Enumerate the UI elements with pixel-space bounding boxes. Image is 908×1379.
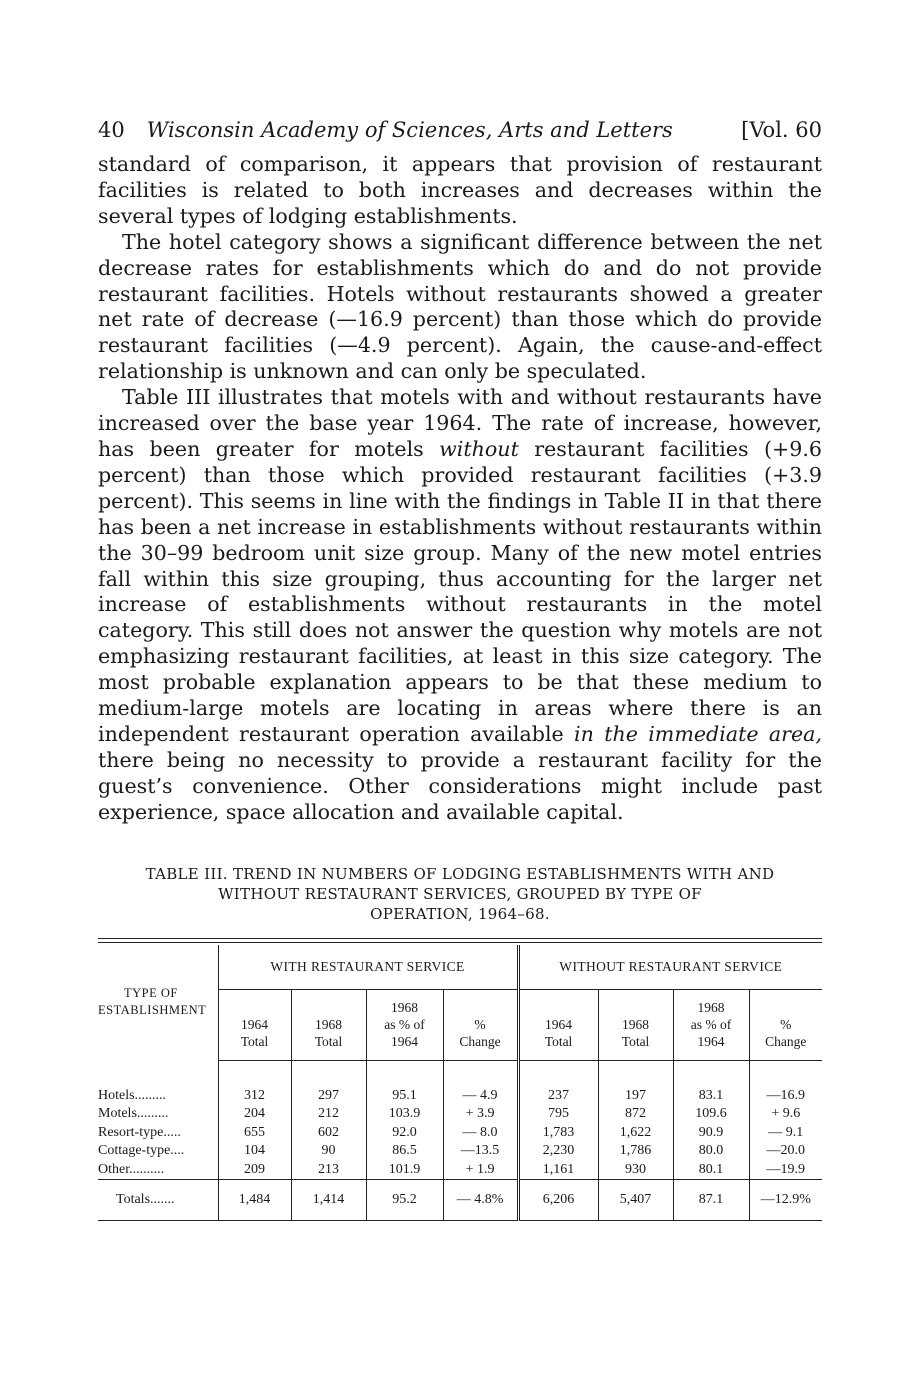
without-restaurant-cell: —16.9: [749, 1060, 822, 1105]
with-restaurant-cell: 103.9: [366, 1105, 443, 1124]
without-restaurant-cell: 80.0: [673, 1142, 749, 1161]
data-table: [98, 945, 822, 1222]
col-header-line: %: [780, 1017, 792, 1033]
volume-label: [Vol. 60: [741, 118, 822, 142]
with-restaurant-group-header: WITH RESTAURANT SERVICE: [218, 945, 518, 990]
journal-title: Wisconsin Academy of Sciences, Arts and Letters: [146, 118, 673, 142]
table-wrapper: [98, 938, 822, 1222]
col-header-line: 1968: [315, 1017, 342, 1033]
with-restaurant-cell: 1,484: [218, 1180, 291, 1221]
table-caption: [120, 864, 800, 924]
caption-line-2: WITHOUT RESTAURANT SERVICES, GROUPED BY TYPE OF: [218, 884, 702, 903]
table-row: [98, 1161, 822, 1180]
without-restaurant-cell: 1,783: [518, 1124, 598, 1143]
without-restaurant-cell: 1,161: [518, 1161, 598, 1180]
with-restaurant-cell: 602: [291, 1124, 366, 1143]
without-restaurant-col-header: [518, 989, 598, 1060]
col-header-line: [520, 999, 598, 1016]
without-restaurant-cell: —20.0: [749, 1142, 822, 1161]
with-restaurant-cell: 86.5: [366, 1142, 443, 1161]
col-header-line: [599, 999, 673, 1016]
page-number: 40: [98, 118, 125, 142]
with-restaurant-col-header: [366, 989, 443, 1060]
col-header-line: 1964: [697, 1034, 725, 1050]
totals-row: [98, 1180, 822, 1221]
table-row: [98, 1142, 822, 1161]
type-of-establishment-header: [98, 945, 218, 1061]
establishment-type-label: Cottage-type....: [98, 1143, 185, 1159]
emphasis-without: without: [439, 436, 519, 461]
paragraph-2: The hotel category shows a significant difference between the net decrease rates for establishments which do and do not provide restaurant facilities. Hotels without restaurants showed a greater net rate of decrease (—16.9 percent) than those which do provide restaurant facilities (—4.9 percent). Again, the cause-and-effect relationship is unknown and can only be speculated.: [98, 229, 822, 384]
col-header-line: 1968: [697, 1000, 725, 1016]
without-restaurant-cell: 795: [518, 1105, 598, 1124]
without-restaurant-cell: 5,407: [598, 1180, 673, 1221]
caption-line-1: TABLE III. TREND IN NUMBERS OF LODGING ESTABLISHMENTS WITH AND: [145, 864, 775, 883]
establishment-type-label: Resort-type.....: [98, 1124, 181, 1140]
without-restaurant-cell: 197: [598, 1060, 673, 1105]
with-restaurant-cell: + 3.9: [443, 1105, 518, 1124]
paragraph-3: [98, 385, 822, 825]
without-restaurant-group-header: WITHOUT RESTAURANT SERVICE: [518, 945, 822, 990]
without-restaurant-col-header: [749, 989, 822, 1060]
caption-line-3: OPERATION, 1964–68.: [370, 904, 550, 923]
without-restaurant-cell: 872: [598, 1105, 673, 1124]
with-restaurant-cell: 212: [291, 1105, 366, 1124]
top-double-rule: [98, 938, 822, 943]
with-restaurant-col-header: [443, 989, 518, 1060]
without-restaurant-cell: 80.1: [673, 1161, 749, 1180]
with-restaurant-cell: 90: [291, 1142, 366, 1161]
col-header-line: [219, 999, 291, 1016]
without-restaurant-cell: — 9.1: [749, 1124, 822, 1143]
running-head: [98, 118, 822, 142]
col-header-line: Total: [314, 1034, 343, 1050]
with-restaurant-cell: — 4.9: [443, 1060, 518, 1105]
with-restaurant-cell: 95.1: [366, 1060, 443, 1105]
without-restaurant-cell: —19.9: [749, 1161, 822, 1180]
without-restaurant-cell: 6,206: [518, 1180, 598, 1221]
col-header-line: Change: [765, 1034, 807, 1050]
col-header-line: Total: [621, 1034, 650, 1050]
without-restaurant-cell: 2,230: [518, 1142, 598, 1161]
journal-page: [98, 118, 822, 1221]
without-restaurant-cell: 83.1: [673, 1060, 749, 1105]
paragraph-1: standard of comparison, it appears that provision of restaurant facilities is related to both increases and decreases within the several types of lodging establishments.: [98, 152, 822, 228]
with-restaurant-cell: 655: [218, 1124, 291, 1143]
without-restaurant-col-header: [673, 989, 749, 1060]
without-restaurant-cell: 87.1: [673, 1180, 749, 1221]
without-restaurant-cell: + 9.6: [749, 1105, 822, 1124]
type-header-line-2: ESTABLISHMENT: [98, 1003, 207, 1018]
establishment-type-label: Other..........: [98, 1161, 165, 1177]
paragraph-3-part-b: restaurant facilities (+9.6 percent) than those which provided restaurant facilities (+3.9 percent). This seems in line with the findings in Table II in that there has been a net increase in establishments without restaurants within the 30–99 bedroom unit size group. Many of the new motel entries fall within this size grouping, thus accounting for the larger net increase of establishments without restaurants in the motel category. This still does not answer the question why motels are not emphasizing restaurant facilities, at least in this size category. The most probable explanation appears to be that these medium to medium-large motels are locating in areas where there is an independent restaurant operation available: [98, 436, 822, 746]
type-header-line-1: TYPE OF: [124, 986, 178, 1001]
with-restaurant-col-header: [291, 989, 366, 1060]
with-restaurant-cell: 1,414: [291, 1180, 366, 1221]
without-restaurant-cell: 90.9: [673, 1124, 749, 1143]
col-header-line: 1964: [241, 1017, 268, 1033]
without-restaurant-cell: 930: [598, 1161, 673, 1180]
establishment-type-label: Hotels.........: [98, 1087, 167, 1103]
body-text: [98, 152, 822, 826]
without-restaurant-cell: —12.9%: [749, 1180, 822, 1221]
without-restaurant-cell: 237: [518, 1060, 598, 1105]
with-restaurant-cell: 312: [218, 1060, 291, 1105]
col-header-line: Total: [544, 1034, 573, 1050]
col-header-line: 1964: [545, 1017, 573, 1033]
establishment-type-label: Motels.........: [98, 1106, 169, 1122]
col-header-line: [750, 999, 823, 1016]
with-restaurant-cell: 95.2: [366, 1180, 443, 1221]
col-header-line: 1968: [391, 1000, 418, 1016]
col-header-line: Total: [240, 1034, 269, 1050]
with-restaurant-cell: 101.9: [366, 1161, 443, 1180]
with-restaurant-cell: 92.0: [366, 1124, 443, 1143]
with-restaurant-cell: 104: [218, 1142, 291, 1161]
with-restaurant-col-header: [218, 989, 291, 1060]
with-restaurant-cell: 297: [291, 1060, 366, 1105]
without-restaurant-cell: 1,786: [598, 1142, 673, 1161]
col-header-line: Change: [459, 1034, 501, 1050]
table-row: [98, 1124, 822, 1143]
paragraph-3-part-c: there being no necessity to provide a restaurant facility for the guest’s convenience. Other considerations might include past experience, space allocation and available capital.: [98, 747, 822, 824]
with-restaurant-cell: — 8.0: [443, 1124, 518, 1143]
col-header-line: 1964: [391, 1034, 418, 1050]
table-row: [98, 1105, 822, 1124]
col-header-line: %: [474, 1017, 486, 1033]
with-restaurant-cell: — 4.8%: [443, 1180, 518, 1221]
col-header-line: [292, 999, 366, 1016]
col-header-line: 1968: [622, 1017, 650, 1033]
paragraph-3-part-a: Table III illustrates that motels with and without restaurants have increased over the base year 1964. The rate of increase, however, has been greater for motels: [98, 385, 822, 461]
establishment-type-label: Totals.......: [98, 1180, 218, 1221]
col-header-line: as % of: [384, 1017, 425, 1033]
emphasis-immediate-area: in the immediate area,: [574, 721, 822, 746]
with-restaurant-cell: + 1.9: [443, 1161, 518, 1180]
with-restaurant-cell: 209: [218, 1161, 291, 1180]
col-header-line: [444, 999, 517, 1016]
without-restaurant-cell: 109.6: [673, 1105, 749, 1124]
without-restaurant-cell: 1,622: [598, 1124, 673, 1143]
col-header-line: as % of: [690, 1017, 732, 1033]
table-row: [98, 1060, 822, 1105]
with-restaurant-cell: —13.5: [443, 1142, 518, 1161]
with-restaurant-cell: 204: [218, 1105, 291, 1124]
without-restaurant-col-header: [598, 989, 673, 1060]
with-restaurant-cell: 213: [291, 1161, 366, 1180]
